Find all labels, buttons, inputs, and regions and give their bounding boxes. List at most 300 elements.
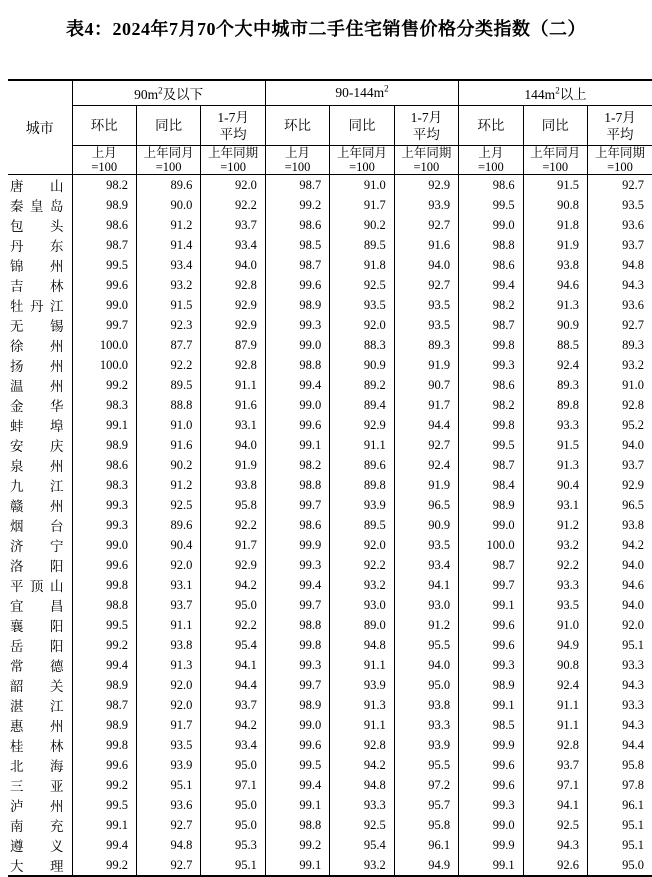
index-value: 99.1 [459,695,523,715]
index-value: 94.4 [201,675,265,695]
index-value: 96.5 [588,495,652,515]
index-value: 99.3 [459,795,523,815]
index-value: 89.6 [136,515,200,535]
index-value: 99.9 [459,835,523,855]
index-value: 92.7 [136,855,200,876]
index-value: 99.8 [72,575,136,595]
index-value: 99.6 [459,635,523,655]
base-header: 上年同期 =100 [394,146,458,175]
index-value: 98.6 [459,255,523,275]
index-value: 97.8 [588,775,652,795]
index-value: 89.8 [523,395,587,415]
index-value: 99.4 [72,655,136,675]
index-value: 90.8 [523,655,587,675]
index-value: 94.8 [136,835,200,855]
index-value: 91.9 [201,455,265,475]
index-value: 99.5 [459,195,523,215]
index-value: 93.0 [330,595,394,615]
index-value: 98.9 [72,675,136,695]
index-value: 93.5 [394,295,458,315]
index-value: 96.1 [588,795,652,815]
index-value: 92.7 [394,275,458,295]
index-value: 92.7 [394,435,458,455]
index-value: 93.5 [588,195,652,215]
index-value: 93.7 [588,235,652,255]
index-value: 89.5 [136,375,200,395]
index-value: 91.1 [330,435,394,455]
city-name: 烟 台 [8,515,72,535]
index-value: 99.9 [265,535,329,555]
index-value: 92.8 [330,735,394,755]
index-value: 91.7 [201,535,265,555]
index-value: 91.3 [523,295,587,315]
table-row [8,535,652,555]
index-value: 99.0 [265,715,329,735]
index-value: 93.6 [588,215,652,235]
index-value: 94.3 [588,715,652,735]
index-value: 99.8 [72,735,136,755]
index-value: 92.2 [201,195,265,215]
table-row [8,415,652,435]
index-value: 98.3 [72,475,136,495]
index-value: 96.1 [394,835,458,855]
index-value: 93.9 [394,735,458,755]
index-value: 95.8 [201,495,265,515]
index-value: 98.2 [265,455,329,475]
table-row [8,835,652,855]
index-value: 98.7 [72,695,136,715]
index-value: 98.7 [72,235,136,255]
index-value: 91.3 [330,695,394,715]
index-value: 98.2 [459,395,523,415]
index-value: 91.7 [394,395,458,415]
table-row [8,635,652,655]
table-row [8,735,652,755]
subcol-header: 1-7月 平均 [201,106,265,146]
table-row [8,615,652,635]
index-value: 99.1 [459,595,523,615]
index-value: 98.8 [459,235,523,255]
index-value: 95.3 [201,835,265,855]
index-value: 98.6 [265,515,329,535]
index-value: 91.0 [588,375,652,395]
index-value: 93.5 [330,295,394,315]
index-value: 98.9 [459,495,523,515]
index-value: 90.7 [394,375,458,395]
index-value: 92.0 [201,175,265,196]
index-value: 94.0 [588,595,652,615]
index-value: 99.2 [265,835,329,855]
index-value: 93.6 [588,295,652,315]
city-name: 金 华 [8,395,72,415]
index-value: 98.9 [265,295,329,315]
city-name: 韶 关 [8,675,72,695]
subcol-header: 1-7月 平均 [588,106,652,146]
city-name: 桂 林 [8,735,72,755]
index-value: 89.2 [330,375,394,395]
index-value: 94.1 [394,575,458,595]
index-value: 98.9 [72,715,136,735]
table-row [8,455,652,475]
index-value: 98.2 [459,295,523,315]
index-value: 93.4 [136,255,200,275]
index-value: 90.9 [394,515,458,535]
index-value: 100.0 [72,355,136,375]
index-value: 99.4 [72,835,136,855]
index-value: 91.1 [523,715,587,735]
index-value: 91.1 [136,615,200,635]
index-value: 98.7 [265,255,329,275]
index-value: 93.3 [523,575,587,595]
index-value: 91.1 [330,715,394,735]
index-value: 95.0 [201,795,265,815]
city-name: 遵 义 [8,835,72,855]
city-name: 温 州 [8,375,72,395]
index-value: 95.1 [588,815,652,835]
index-value: 99.5 [72,795,136,815]
table-row [8,755,652,775]
index-value: 92.9 [201,295,265,315]
index-value: 93.2 [330,575,394,595]
index-value: 99.5 [265,755,329,775]
index-value: 93.2 [588,355,652,375]
index-value: 89.0 [330,615,394,635]
index-value: 99.6 [72,555,136,575]
index-value: 99.2 [265,195,329,215]
index-value: 95.1 [588,635,652,655]
index-value: 93.7 [136,595,200,615]
index-value: 91.5 [523,435,587,455]
index-value: 93.5 [394,535,458,555]
index-value: 92.4 [523,355,587,375]
city-name: 唐 山 [8,175,72,196]
city-name: 徐 州 [8,335,72,355]
table-body [8,175,652,877]
subcol-header: 环比 [265,106,329,146]
index-value: 98.7 [265,175,329,196]
index-value: 98.4 [459,475,523,495]
index-value: 100.0 [459,535,523,555]
index-value: 91.9 [394,475,458,495]
index-value: 92.0 [136,675,200,695]
base-header: 上月 =100 [265,146,329,175]
index-value: 99.0 [72,535,136,555]
index-value: 93.9 [330,495,394,515]
city-name: 平 顶 山 [8,575,72,595]
city-name: 锦 州 [8,255,72,275]
index-value: 92.0 [330,535,394,555]
index-value: 93.7 [523,755,587,775]
index-value: 93.3 [588,655,652,675]
index-value: 92.5 [330,275,394,295]
subcol-header: 环比 [459,106,523,146]
index-value: 90.4 [523,475,587,495]
group-header-90-144: $90-144m^2$ [265,80,458,106]
index-value: 91.9 [394,355,458,375]
city-name: 襄 阳 [8,615,72,635]
index-value: 99.6 [72,275,136,295]
index-value: 93.0 [394,595,458,615]
index-value: 98.9 [265,695,329,715]
index-value: 91.1 [523,695,587,715]
index-value: 93.1 [136,575,200,595]
index-value: 92.5 [136,495,200,515]
index-value: 89.4 [330,395,394,415]
index-value: 93.1 [201,415,265,435]
city-name: 吉 林 [8,275,72,295]
index-value: 99.5 [459,435,523,455]
index-value: 99.3 [265,315,329,335]
index-value: 92.9 [201,315,265,335]
index-value: 91.4 [136,235,200,255]
city-name: 岳 阳 [8,635,72,655]
table-row [8,315,652,335]
index-value: 95.8 [394,815,458,835]
table-row [8,255,652,275]
index-value: 95.0 [201,595,265,615]
index-value: 99.3 [72,515,136,535]
page-title: 表4：2024年7月70个大中城市二手住宅销售价格分类指数（二） [0,0,652,42]
index-value: 91.6 [201,395,265,415]
index-value: 99.3 [265,655,329,675]
index-value: 90.9 [523,315,587,335]
index-value: 93.8 [588,515,652,535]
index-value: 99.3 [459,655,523,675]
index-value: 91.1 [201,375,265,395]
index-value: 97.2 [394,775,458,795]
subcol-header: 环比 [72,106,136,146]
index-value: 99.6 [265,275,329,295]
city-name: 丹 东 [8,235,72,255]
index-value: 98.9 [72,435,136,455]
city-name: 南 充 [8,815,72,835]
index-value: 98.6 [459,175,523,196]
index-value: 92.0 [588,615,652,635]
index-value: 99.4 [265,375,329,395]
table-row [8,595,652,615]
index-value: 91.0 [523,615,587,635]
index-value: 91.9 [523,235,587,255]
index-value: 98.8 [265,355,329,375]
index-value: 94.4 [588,735,652,755]
city-name: 宜 昌 [8,595,72,615]
index-value: 87.7 [136,335,200,355]
index-value: 99.0 [265,335,329,355]
index-value: 98.6 [72,455,136,475]
index-value: 93.4 [394,555,458,575]
index-value: 94.0 [394,255,458,275]
index-value: 95.5 [394,755,458,775]
index-value: 92.2 [523,555,587,575]
index-value: 93.4 [201,735,265,755]
base-header: 上年同月 =100 [523,146,587,175]
index-value: 92.7 [394,215,458,235]
index-value: 99.1 [459,855,523,876]
index-value: 97.1 [201,775,265,795]
table-row [8,555,652,575]
index-value: 93.4 [201,235,265,255]
index-value: 91.0 [136,415,200,435]
index-value: 96.5 [394,495,458,515]
index-value: 93.9 [330,675,394,695]
index-value: 99.2 [72,375,136,395]
index-value: 89.8 [330,475,394,495]
index-value: 91.6 [136,435,200,455]
index-value: 94.8 [588,255,652,275]
subcol-header: 同比 [330,106,394,146]
price-index-table [8,79,652,877]
index-value: 95.4 [201,635,265,655]
index-value: 99.6 [265,415,329,435]
index-value: 94.8 [330,635,394,655]
index-value: 93.8 [201,475,265,495]
index-value: 94.0 [588,555,652,575]
index-value: 99.6 [72,755,136,775]
index-value: 99.5 [72,255,136,275]
index-value: 99.2 [72,775,136,795]
index-value: 99.7 [265,495,329,515]
table-row [8,515,652,535]
index-value: 89.3 [588,335,652,355]
table-row [8,175,652,196]
index-value: 99.1 [72,415,136,435]
index-value: 99.4 [459,275,523,295]
index-value: 91.2 [523,515,587,535]
index-value: 91.1 [330,655,394,675]
index-value: 98.6 [265,215,329,235]
index-value: 95.0 [201,755,265,775]
table-row [8,215,652,235]
index-value: 93.7 [201,695,265,715]
index-value: 99.0 [459,515,523,535]
index-value: 94.3 [523,835,587,855]
index-value: 92.8 [201,275,265,295]
index-value: 94.1 [201,655,265,675]
index-value: 95.7 [394,795,458,815]
index-value: 100.0 [72,335,136,355]
table-row [8,815,652,835]
table-row [8,855,652,876]
index-value: 99.7 [265,675,329,695]
index-value: 98.3 [72,395,136,415]
index-value: 99.3 [265,555,329,575]
index-value: 94.6 [523,275,587,295]
index-value: 99.8 [459,415,523,435]
index-value: 92.2 [201,615,265,635]
index-value: 93.8 [523,255,587,275]
index-value: 91.3 [136,655,200,675]
table-row [8,715,652,735]
index-value: 92.0 [136,695,200,715]
table-row [8,675,652,695]
index-value: 94.0 [201,255,265,275]
table-row [8,355,652,375]
index-value: 92.0 [136,555,200,575]
index-value: 90.8 [523,195,587,215]
index-value: 90.9 [330,355,394,375]
index-value: 92.2 [201,515,265,535]
index-value: 89.5 [330,515,394,535]
index-value: 92.9 [394,175,458,196]
index-value: 93.2 [136,275,200,295]
index-value: 91.2 [136,215,200,235]
index-value: 91.3 [523,455,587,475]
city-name: 北 海 [8,755,72,775]
index-value: 99.6 [459,755,523,775]
index-value: 99.6 [265,735,329,755]
index-value: 94.2 [588,535,652,555]
index-value: 88.5 [523,335,587,355]
header-group-row [8,80,652,106]
index-value: 93.2 [330,855,394,876]
index-value: 94.2 [330,755,394,775]
index-value: 94.1 [523,795,587,815]
index-value: 89.3 [523,375,587,395]
group-header-90-below: $90m^2$及以下 [72,80,265,106]
index-value: 98.9 [72,195,136,215]
index-value: 93.1 [523,495,587,515]
index-value: 98.9 [459,675,523,695]
city-name: 包 头 [8,215,72,235]
index-value: 92.9 [588,475,652,495]
base-header: 上月 =100 [459,146,523,175]
index-value: 93.3 [588,695,652,715]
index-value: 89.6 [136,175,200,196]
index-value: 99.0 [265,395,329,415]
base-header: 上年同期 =100 [201,146,265,175]
index-value: 99.0 [459,215,523,235]
index-value: 95.1 [201,855,265,876]
index-value: 99.9 [459,735,523,755]
header-subcol-row [8,106,652,146]
index-value: 93.8 [394,695,458,715]
index-value: 95.5 [394,635,458,655]
table-row [8,275,652,295]
base-header: 上年同期 =100 [588,146,652,175]
index-value: 94.4 [394,415,458,435]
index-value: 95.1 [136,775,200,795]
index-value: 92.4 [523,675,587,695]
index-value: 94.2 [201,715,265,735]
index-value: 94.3 [588,675,652,695]
index-value: 98.7 [459,315,523,335]
index-value: 99.2 [72,855,136,876]
index-value: 90.0 [136,195,200,215]
city-name: 九 江 [8,475,72,495]
index-value: 93.7 [588,455,652,475]
city-name: 泸 州 [8,795,72,815]
group-header-144-above: $144m^2$以上 [459,80,652,106]
subcol-header: 同比 [136,106,200,146]
city-name: 蚌 埠 [8,415,72,435]
index-value: 98.2 [72,175,136,196]
index-value: 92.4 [394,455,458,475]
subcol-header: 同比 [523,106,587,146]
index-value: 94.9 [523,635,587,655]
index-value: 94.2 [201,575,265,595]
index-value: 90.2 [136,455,200,475]
index-value: 92.0 [330,315,394,335]
city-column-header: 城市 [8,80,72,175]
subcol-header: 1-7月 平均 [394,106,458,146]
base-header: 上年同月 =100 [330,146,394,175]
table-row [8,335,652,355]
index-value: 99.6 [459,775,523,795]
index-value: 99.8 [265,635,329,655]
city-name: 洛 阳 [8,555,72,575]
index-value: 94.0 [201,435,265,455]
index-value: 99.7 [459,575,523,595]
